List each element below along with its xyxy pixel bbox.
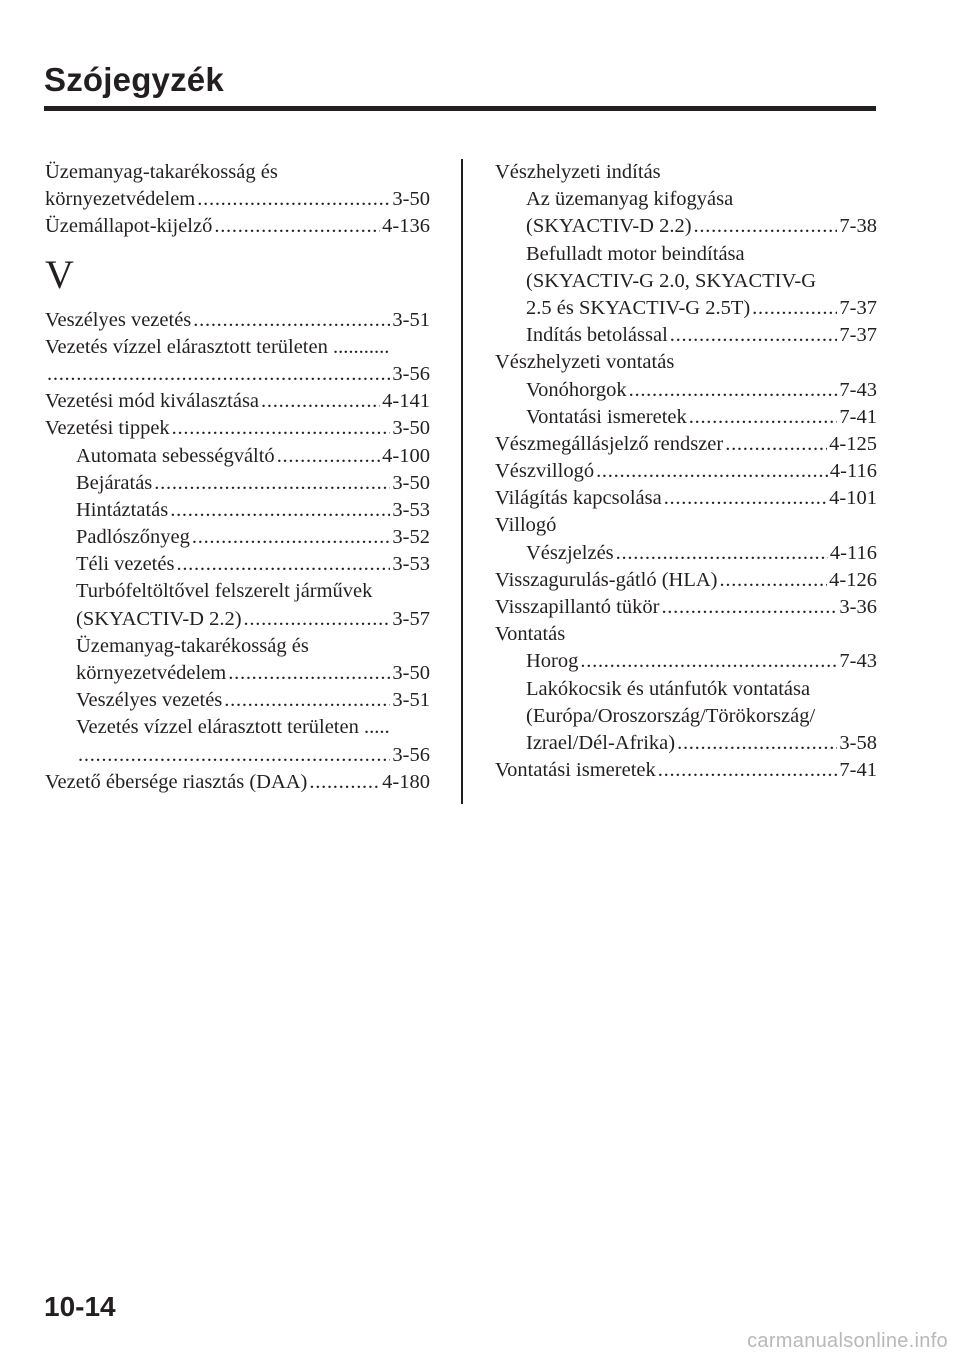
entry-page-ref: 3-56 xyxy=(392,743,430,766)
index-subentry-text: Üzemanyag-takarékosság és xyxy=(76,634,309,657)
entry-page-ref: 3-52 xyxy=(392,526,430,549)
dot-leader xyxy=(720,567,828,594)
index-subentry xyxy=(45,497,430,524)
entry-page-ref: 3-50 xyxy=(392,471,430,494)
entry-label: Üzemállapot-kijelző xyxy=(45,215,213,238)
dot-leader xyxy=(176,551,390,578)
entry-page-ref: 4-101 xyxy=(829,487,877,510)
index-entry xyxy=(45,307,430,334)
index-subentry xyxy=(45,742,430,769)
index-entry-text: Vezetés vízzel elárasztott területen ........... xyxy=(45,335,390,358)
entry-label: Padlószőnyeg xyxy=(76,526,190,549)
entry-label: Bejáratás xyxy=(76,471,153,494)
page-title: Szójegyzék xyxy=(44,61,224,98)
index-subentry xyxy=(45,443,430,470)
index-column-left xyxy=(45,159,430,796)
index-subentry xyxy=(45,470,430,497)
dot-leader xyxy=(214,213,380,240)
entry-label: 2.5 és SKYACTIV-G 2.5T) xyxy=(526,296,751,319)
entry-label: (SKYACTIV-D 2.2) xyxy=(76,607,242,630)
index-subentry xyxy=(495,540,877,567)
dot-leader xyxy=(752,295,837,322)
entry-page-ref: 3-36 xyxy=(839,596,877,618)
entry-label: Indítás betolással xyxy=(526,324,668,347)
index-subentry xyxy=(495,648,877,675)
index-subentry-text: Az üzemanyag kifogyása xyxy=(526,188,734,211)
index-entry xyxy=(495,567,877,594)
dot-leader xyxy=(580,648,837,675)
index-subentry xyxy=(495,404,877,431)
entry-page-ref: 3-53 xyxy=(392,498,430,521)
index-entry-text: Villogó xyxy=(495,514,557,537)
entry-label: Veszélyes vezetés xyxy=(76,689,223,712)
dot-leader xyxy=(170,497,390,524)
entry-label: Világítás kapcsolása xyxy=(495,487,662,510)
section-letter: V xyxy=(45,251,74,297)
dot-leader xyxy=(193,307,390,334)
entry-page-ref: 4-136 xyxy=(382,215,430,238)
index-subentry-text: Vezetés vízzel elárasztott területen ..... xyxy=(76,716,390,739)
entry-page-ref: 4-180 xyxy=(382,770,430,793)
dot-leader xyxy=(228,660,390,687)
dot-leader xyxy=(689,404,838,431)
entry-page-ref: 7-38 xyxy=(839,215,877,238)
index-entry-text: Üzemanyag-takarékosság és xyxy=(45,161,278,183)
entry-label: Hintáztatás xyxy=(76,498,169,521)
index-subentry xyxy=(495,322,877,349)
index-subentry xyxy=(495,213,877,240)
entry-label: Vészmegállásjelző rendszer xyxy=(495,432,724,455)
index-subentry xyxy=(45,606,430,633)
index-entry xyxy=(45,186,430,213)
index-entry xyxy=(495,594,877,621)
dot-leader xyxy=(664,485,827,512)
entry-page-ref: 7-37 xyxy=(839,324,877,347)
entry-page-ref: 4-116 xyxy=(829,541,877,564)
entry-page-ref: 3-51 xyxy=(392,689,430,712)
entry-label: környezetvédelem xyxy=(45,188,196,211)
index-entry xyxy=(495,458,877,485)
index-entry xyxy=(495,431,877,458)
index-entry xyxy=(495,757,877,784)
index-subentry xyxy=(45,524,430,551)
entry-label: Horog xyxy=(526,650,579,673)
dot-leader xyxy=(224,687,390,714)
index-entry xyxy=(45,769,430,796)
dot-leader xyxy=(677,730,837,757)
entry-page-ref: 3-51 xyxy=(392,308,430,331)
header-divider xyxy=(44,106,876,111)
entry-page-ref: 7-43 xyxy=(839,378,877,401)
index-entry xyxy=(45,388,430,415)
index-entry xyxy=(495,485,877,512)
dot-leader xyxy=(154,470,390,497)
index-column-right xyxy=(495,159,877,784)
entry-page-ref: 7-41 xyxy=(839,759,877,782)
dot-leader xyxy=(629,377,838,404)
dot-leader xyxy=(261,388,380,415)
entry-page-ref: 3-50 xyxy=(392,188,430,211)
entry-page-ref: 7-43 xyxy=(839,650,877,673)
dot-leader xyxy=(658,757,838,784)
dot-leader xyxy=(309,769,380,796)
entry-label: Vontatási ismeretek xyxy=(495,759,656,782)
entry-label: Vészjelzés xyxy=(526,541,614,564)
entry-label: Vontatási ismeretek xyxy=(526,405,687,428)
entry-page-ref: 4-141 xyxy=(382,390,430,413)
index-subentry xyxy=(45,660,430,687)
entry-label: Vezetési tippek xyxy=(45,417,170,440)
entry-label: Veszélyes vezetés xyxy=(45,308,192,331)
index-entry-text: Vontatás xyxy=(495,623,566,646)
index-subentry xyxy=(45,551,430,578)
entry-page-ref: 3-56 xyxy=(392,362,430,385)
entry-label: Automata sebességváltó xyxy=(76,444,275,467)
dot-leader xyxy=(47,361,390,388)
index-entry xyxy=(45,415,430,442)
dot-leader xyxy=(172,415,391,442)
index-entry-text: Vészhelyzeti vontatás xyxy=(495,351,675,374)
entry-page-ref: 3-50 xyxy=(392,662,430,684)
dot-leader xyxy=(192,524,391,551)
dot-leader xyxy=(244,606,391,633)
entry-page-ref: 4-116 xyxy=(829,460,877,483)
entry-label: Vonóhorgok xyxy=(526,378,627,401)
entry-page-ref: 3-53 xyxy=(392,553,430,576)
index-subentry-text: (SKYACTIV-G 2.0, SKYACTIV-G xyxy=(526,269,817,292)
entry-label: Vezető ébersége riasztás (DAA) xyxy=(45,770,308,793)
entry-label: Izrael/Dél-Afrika) xyxy=(526,731,676,754)
entry-page-ref: 3-58 xyxy=(839,731,877,754)
entry-page-ref: 7-37 xyxy=(839,296,877,319)
index-subentry xyxy=(495,730,877,757)
entry-page-ref: 4-126 xyxy=(829,568,877,591)
entry-page-ref: 3-50 xyxy=(392,417,430,440)
entry-label: Téli vezetés xyxy=(76,553,175,576)
dot-leader xyxy=(78,742,390,769)
entry-page-ref: 7-41 xyxy=(839,405,877,428)
page-number: 10-14 xyxy=(44,1291,116,1322)
dot-leader xyxy=(670,322,838,349)
index-subentry-text: (Európa/Oroszország/Törökország/ xyxy=(526,704,816,727)
index-subentry xyxy=(45,687,430,714)
index-entry-text: Vészhelyzeti indítás xyxy=(495,161,661,183)
dot-leader xyxy=(596,458,828,485)
dot-leader xyxy=(616,540,828,567)
entry-page-ref: 4-100 xyxy=(382,444,430,467)
column-divider xyxy=(461,159,463,804)
entry-label: Vezetési mód kiválasztása xyxy=(45,390,260,413)
index-entry xyxy=(45,213,430,240)
dot-leader xyxy=(661,594,837,621)
entry-label: környezetvédelem xyxy=(76,662,227,684)
entry-page-ref: 4-125 xyxy=(829,432,877,455)
entry-label: Visszagurulás-gátló (HLA) xyxy=(495,568,718,591)
watermark: carmanualsonline.info xyxy=(747,1330,948,1352)
dot-leader xyxy=(197,186,390,213)
index-subentry-text: Befulladt motor beindítása xyxy=(526,242,745,265)
index-subentry-text: Lakókocsik és utánfutók vontatása xyxy=(526,677,811,700)
index-entry xyxy=(45,361,430,388)
dot-leader xyxy=(725,431,827,458)
index-subentry xyxy=(495,377,877,404)
index-subentry-text: Turbófeltöltővel felszerelt járművek xyxy=(76,580,373,603)
dot-leader xyxy=(277,443,380,470)
entry-label: (SKYACTIV-D 2.2) xyxy=(526,215,692,238)
entry-label: Vészvillogó xyxy=(495,460,595,483)
dot-leader xyxy=(694,213,838,240)
entry-page-ref: 3-57 xyxy=(392,607,430,630)
entry-label: Visszapillantó tükör xyxy=(495,596,660,618)
index-subentry xyxy=(495,295,877,322)
